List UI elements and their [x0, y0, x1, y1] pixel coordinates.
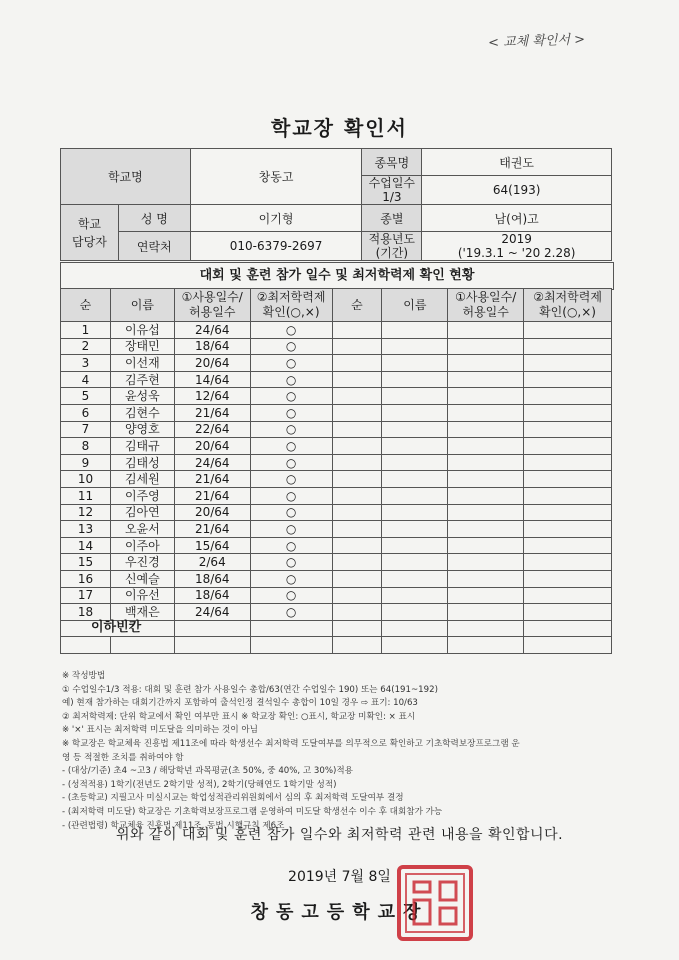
school-label: 학교명 — [61, 149, 191, 205]
empty-cell — [382, 438, 448, 455]
row-no: 3 — [61, 355, 111, 372]
empty-cell — [448, 570, 524, 587]
empty-cell — [332, 620, 382, 637]
empty-cell — [448, 587, 524, 604]
table-row — [61, 438, 612, 455]
table-row — [61, 537, 612, 554]
row-academic-check: ○ — [250, 587, 332, 604]
empty-cell — [448, 637, 524, 654]
empty-cell — [448, 388, 524, 405]
table-row — [61, 471, 612, 488]
empty-cell — [524, 471, 612, 488]
row-name: 이주영 — [110, 487, 174, 504]
table-row — [61, 355, 612, 372]
table-row — [61, 487, 612, 504]
category-value: 남(여)고 — [422, 205, 612, 232]
empty-cell — [332, 404, 382, 421]
row-academic-check: ○ — [250, 404, 332, 421]
table-row — [61, 322, 612, 339]
row-academic-check: ○ — [250, 371, 332, 388]
instruction-line: ※ '×' 표시는 최저학력 미도달을 의미하는 것이 아님 — [62, 725, 258, 736]
row-days: 2/64 — [174, 554, 250, 571]
table-row — [61, 620, 612, 637]
empty-cell — [524, 338, 612, 355]
name-label: 성 명 — [118, 205, 190, 232]
row-days: 18/64 — [174, 570, 250, 587]
roster-header-row — [61, 289, 612, 322]
row-days: 21/64 — [174, 487, 250, 504]
empty-cell — [524, 371, 612, 388]
empty-cell — [448, 537, 524, 554]
row-name: 양영호 — [110, 421, 174, 438]
empty-cell — [332, 338, 382, 355]
row-days: 21/64 — [174, 471, 250, 488]
manager-label: 학교 담당자 — [61, 205, 119, 261]
empty-cell — [524, 554, 612, 571]
instruction-line: ※ 학교장은 학교체육 진흥법 제11조에 따라 학생선수 최저학력 도달여부를 의무적으로 확인하고 기초학력보장프로그램 운 — [62, 738, 520, 749]
row-academic-check: ○ — [250, 487, 332, 504]
days-value: 64(193) — [422, 176, 612, 205]
empty-cell — [448, 620, 524, 637]
row-name: 장태민 — [110, 338, 174, 355]
table-row — [61, 570, 612, 587]
row-no: 5 — [61, 388, 111, 405]
row-name: 이주아 — [110, 537, 174, 554]
empty-cell — [448, 371, 524, 388]
empty-cell — [250, 620, 332, 637]
empty-cell — [332, 388, 382, 405]
empty-cell — [382, 388, 448, 405]
row-academic-check: ○ — [250, 570, 332, 587]
empty-cell — [524, 355, 612, 372]
empty-cell — [332, 637, 382, 654]
empty-cell — [332, 322, 382, 339]
row-name: 신예슬 — [110, 570, 174, 587]
empty-cell — [332, 604, 382, 621]
row-days: 21/64 — [174, 404, 250, 421]
row-no: 16 — [61, 570, 111, 587]
row-no: 18 — [61, 604, 111, 621]
header-days-2: ①사용일수/ 허용일수 — [448, 289, 524, 322]
row-no: 7 — [61, 421, 111, 438]
row-no: 14 — [61, 537, 111, 554]
empty-cell — [382, 454, 448, 471]
row-academic-check: ○ — [250, 521, 332, 538]
empty-cell — [448, 521, 524, 538]
sport-value: 태권도 — [422, 149, 612, 176]
row-days: 15/64 — [174, 537, 250, 554]
year-label: 적용년도 (기간) — [362, 232, 422, 261]
row-academic-check: ○ — [250, 554, 332, 571]
empty-cell — [382, 570, 448, 587]
row-no: 8 — [61, 438, 111, 455]
row-name: 윤성욱 — [110, 388, 174, 405]
empty-cell — [382, 404, 448, 421]
row-days: 12/64 — [174, 388, 250, 405]
row-name: 김태성 — [110, 454, 174, 471]
empty-cell — [382, 487, 448, 504]
empty-cell — [448, 504, 524, 521]
empty-cell — [382, 604, 448, 621]
row-days: 21/64 — [174, 521, 250, 538]
table-row — [61, 554, 612, 571]
empty-cell — [332, 487, 382, 504]
empty-cell — [382, 620, 448, 637]
empty-cell — [524, 438, 612, 455]
row-no: 11 — [61, 487, 111, 504]
empty-cell — [332, 471, 382, 488]
row-name: 김태규 — [110, 438, 174, 455]
row-no: 10 — [61, 471, 111, 488]
instruction-line: - (최저학력 미도달) 학교장은 기초학력보장프로그램 운영하여 미도달 학생선수 이수 후 대회참가 가능 — [62, 806, 443, 817]
empty-cell — [332, 521, 382, 538]
writing-instructions — [62, 670, 622, 833]
empty-cell — [332, 355, 382, 372]
table-row — [61, 587, 612, 604]
empty-cell — [448, 604, 524, 621]
row-academic-check: ○ — [250, 388, 332, 405]
empty-cell — [174, 620, 250, 637]
row-name: 김아연 — [110, 504, 174, 521]
row-days: 18/64 — [174, 587, 250, 604]
empty-cell — [332, 587, 382, 604]
empty-cell — [332, 438, 382, 455]
empty-cell — [382, 338, 448, 355]
row-name: 이유선 — [110, 587, 174, 604]
empty-cell — [524, 322, 612, 339]
empty-cell — [524, 487, 612, 504]
table-row — [61, 521, 612, 538]
instruction-line: 영 등 적절한 조치를 취하여야 함 — [62, 752, 184, 763]
row-days: 20/64 — [174, 355, 250, 372]
name-value: 이기형 — [190, 205, 362, 232]
row-days: 14/64 — [174, 371, 250, 388]
empty-cell — [524, 421, 612, 438]
handwritten-note: < 교체 확인서 > — [487, 32, 586, 51]
table-row — [61, 454, 612, 471]
empty-cell — [524, 388, 612, 405]
header-academic-2: ②최저학력제 확인(○,×) — [524, 289, 612, 322]
row-no: 17 — [61, 587, 111, 604]
row-academic-check: ○ — [250, 355, 332, 372]
instruction-line: ① 수업일수1/3 적용: 대회 및 훈련 참가 사용일수 총합/63(연간 수업일수 190) 또는 64(191~192) — [62, 684, 438, 695]
empty-cell — [382, 521, 448, 538]
row-name: 김세원 — [110, 471, 174, 488]
instruction-line: 예) 현재 참가하는 대회기간까지 포함하여 출석인정 결석일수 총합이 10일 경우 ⇨ 표기: 10/63 — [62, 698, 418, 709]
row-name: 이유섭 — [110, 322, 174, 339]
instruction-line: ※ 작성방법 — [62, 671, 106, 681]
sport-label: 종목명 — [362, 149, 422, 176]
row-name: 김현수 — [110, 404, 174, 421]
table-row — [61, 338, 612, 355]
empty-cell — [382, 471, 448, 488]
row-name: 백재은 — [110, 604, 174, 621]
row-name: 오윤서 — [110, 521, 174, 538]
row-days: 20/64 — [174, 438, 250, 455]
document-title: 학교장 확인서 — [271, 116, 408, 140]
row-academic-check: ○ — [250, 421, 332, 438]
empty-cell — [448, 338, 524, 355]
contact-value: 010-6379-2697 — [190, 232, 362, 261]
contact-label: 연락처 — [118, 232, 190, 261]
empty-cell — [524, 454, 612, 471]
empty-cell — [448, 355, 524, 372]
empty-cell — [524, 587, 612, 604]
row-days: 20/64 — [174, 504, 250, 521]
row-academic-check: ○ — [250, 537, 332, 554]
header-name: 이름 — [110, 289, 174, 322]
header-no-2: 순 — [332, 289, 382, 322]
empty-cell — [382, 355, 448, 372]
row-academic-check: ○ — [250, 438, 332, 455]
empty-cell — [524, 504, 612, 521]
table-row — [61, 504, 612, 521]
table-row — [61, 388, 612, 405]
empty-cell — [448, 322, 524, 339]
empty-cell — [448, 421, 524, 438]
issue-date: 2019년 7월 8일 — [288, 869, 391, 885]
instruction-line: - (대상/기준) 초4 ~고3 / 해당학년 과목평균(초 50%, 중 40%, 고 30%)적용 — [62, 766, 353, 777]
empty-cell — [524, 604, 612, 621]
row-days: 24/64 — [174, 604, 250, 621]
section-title: 대회 및 훈련 참가 일수 및 최저학력제 확인 현황 — [60, 262, 614, 290]
empty-cell — [382, 322, 448, 339]
school-name: 창동고 — [190, 149, 362, 205]
instruction-line: - (성적적용) 1학기(전년도 2학기말 성적), 2학기(당해연도 1학기말 성적) — [62, 779, 337, 790]
table-row — [61, 404, 612, 421]
empty-cell — [448, 404, 524, 421]
instruction-line: - (관련법령) 학교체육 진흥법 제11조, 동법 시행규칙 제6조 — [62, 820, 285, 831]
row-days: 24/64 — [174, 454, 250, 471]
empty-cell — [332, 371, 382, 388]
row-name: 김주현 — [110, 371, 174, 388]
blank-note: 이하빈칸 — [61, 620, 175, 637]
header-no: 순 — [61, 289, 111, 322]
empty-cell — [382, 504, 448, 521]
official-seal-icon — [396, 864, 474, 942]
row-no: 2 — [61, 338, 111, 355]
school-info-table — [60, 148, 612, 261]
empty-cell — [174, 637, 250, 654]
table-row — [61, 637, 612, 654]
empty-cell — [524, 404, 612, 421]
row-academic-check: ○ — [250, 504, 332, 521]
empty-cell — [448, 454, 524, 471]
table-row — [61, 371, 612, 388]
empty-cell — [110, 637, 174, 654]
row-academic-check: ○ — [250, 338, 332, 355]
row-no: 1 — [61, 322, 111, 339]
row-academic-check: ○ — [250, 471, 332, 488]
row-academic-check: ○ — [250, 604, 332, 621]
empty-cell — [332, 421, 382, 438]
empty-cell — [382, 587, 448, 604]
empty-cell — [61, 637, 111, 654]
empty-cell — [524, 570, 612, 587]
row-name: 우진경 — [110, 554, 174, 571]
empty-cell — [524, 537, 612, 554]
empty-cell — [524, 637, 612, 654]
row-days: 24/64 — [174, 322, 250, 339]
roster-table — [60, 288, 612, 654]
year-value: 2019 ('19.3.1 ~ '20 2.28) — [422, 232, 612, 261]
table-row — [61, 604, 612, 621]
header-days: ①사용일수/ 허용일수 — [174, 289, 250, 322]
empty-cell — [524, 620, 612, 637]
header-name-2: 이름 — [382, 289, 448, 322]
empty-cell — [332, 504, 382, 521]
empty-cell — [250, 637, 332, 654]
days-label: 수업일수 1/3 — [362, 176, 422, 205]
principal-signatory: 창동고등학교장 — [250, 902, 429, 923]
empty-cell — [382, 537, 448, 554]
empty-cell — [448, 438, 524, 455]
empty-cell — [332, 570, 382, 587]
row-days: 18/64 — [174, 338, 250, 355]
empty-cell — [332, 537, 382, 554]
empty-cell — [448, 487, 524, 504]
row-no: 13 — [61, 521, 111, 538]
empty-cell — [332, 554, 382, 571]
row-name: 이선재 — [110, 355, 174, 372]
empty-cell — [332, 454, 382, 471]
row-no: 12 — [61, 504, 111, 521]
empty-cell — [448, 471, 524, 488]
empty-cell — [448, 554, 524, 571]
row-no: 15 — [61, 554, 111, 571]
row-academic-check: ○ — [250, 454, 332, 471]
row-no: 4 — [61, 371, 111, 388]
empty-cell — [382, 637, 448, 654]
empty-cell — [382, 554, 448, 571]
table-row — [61, 421, 612, 438]
empty-cell — [382, 421, 448, 438]
row-no: 6 — [61, 404, 111, 421]
confirmation-statement: 위와 같이 대회 및 훈련 참가 일수와 최저학력 관련 내용을 확인합니다. — [115, 827, 564, 843]
row-days: 22/64 — [174, 421, 250, 438]
row-academic-check: ○ — [250, 322, 332, 339]
category-label: 종별 — [362, 205, 422, 232]
empty-cell — [524, 521, 612, 538]
header-academic: ②최저학력제 확인(○,×) — [250, 289, 332, 322]
empty-cell — [382, 371, 448, 388]
instruction-line: ② 최저학력제: 단위 학교에서 확인 여부만 표시 ※ 학교장 확인: ○표시, 학교장 미확인: × 표시 — [62, 711, 416, 722]
instruction-line: - (초등학교) 지필고사 미실시교는 학업성적관리위원회에서 심의 후 최저학력 도달여부 결정 — [62, 793, 404, 804]
row-no: 9 — [61, 454, 111, 471]
